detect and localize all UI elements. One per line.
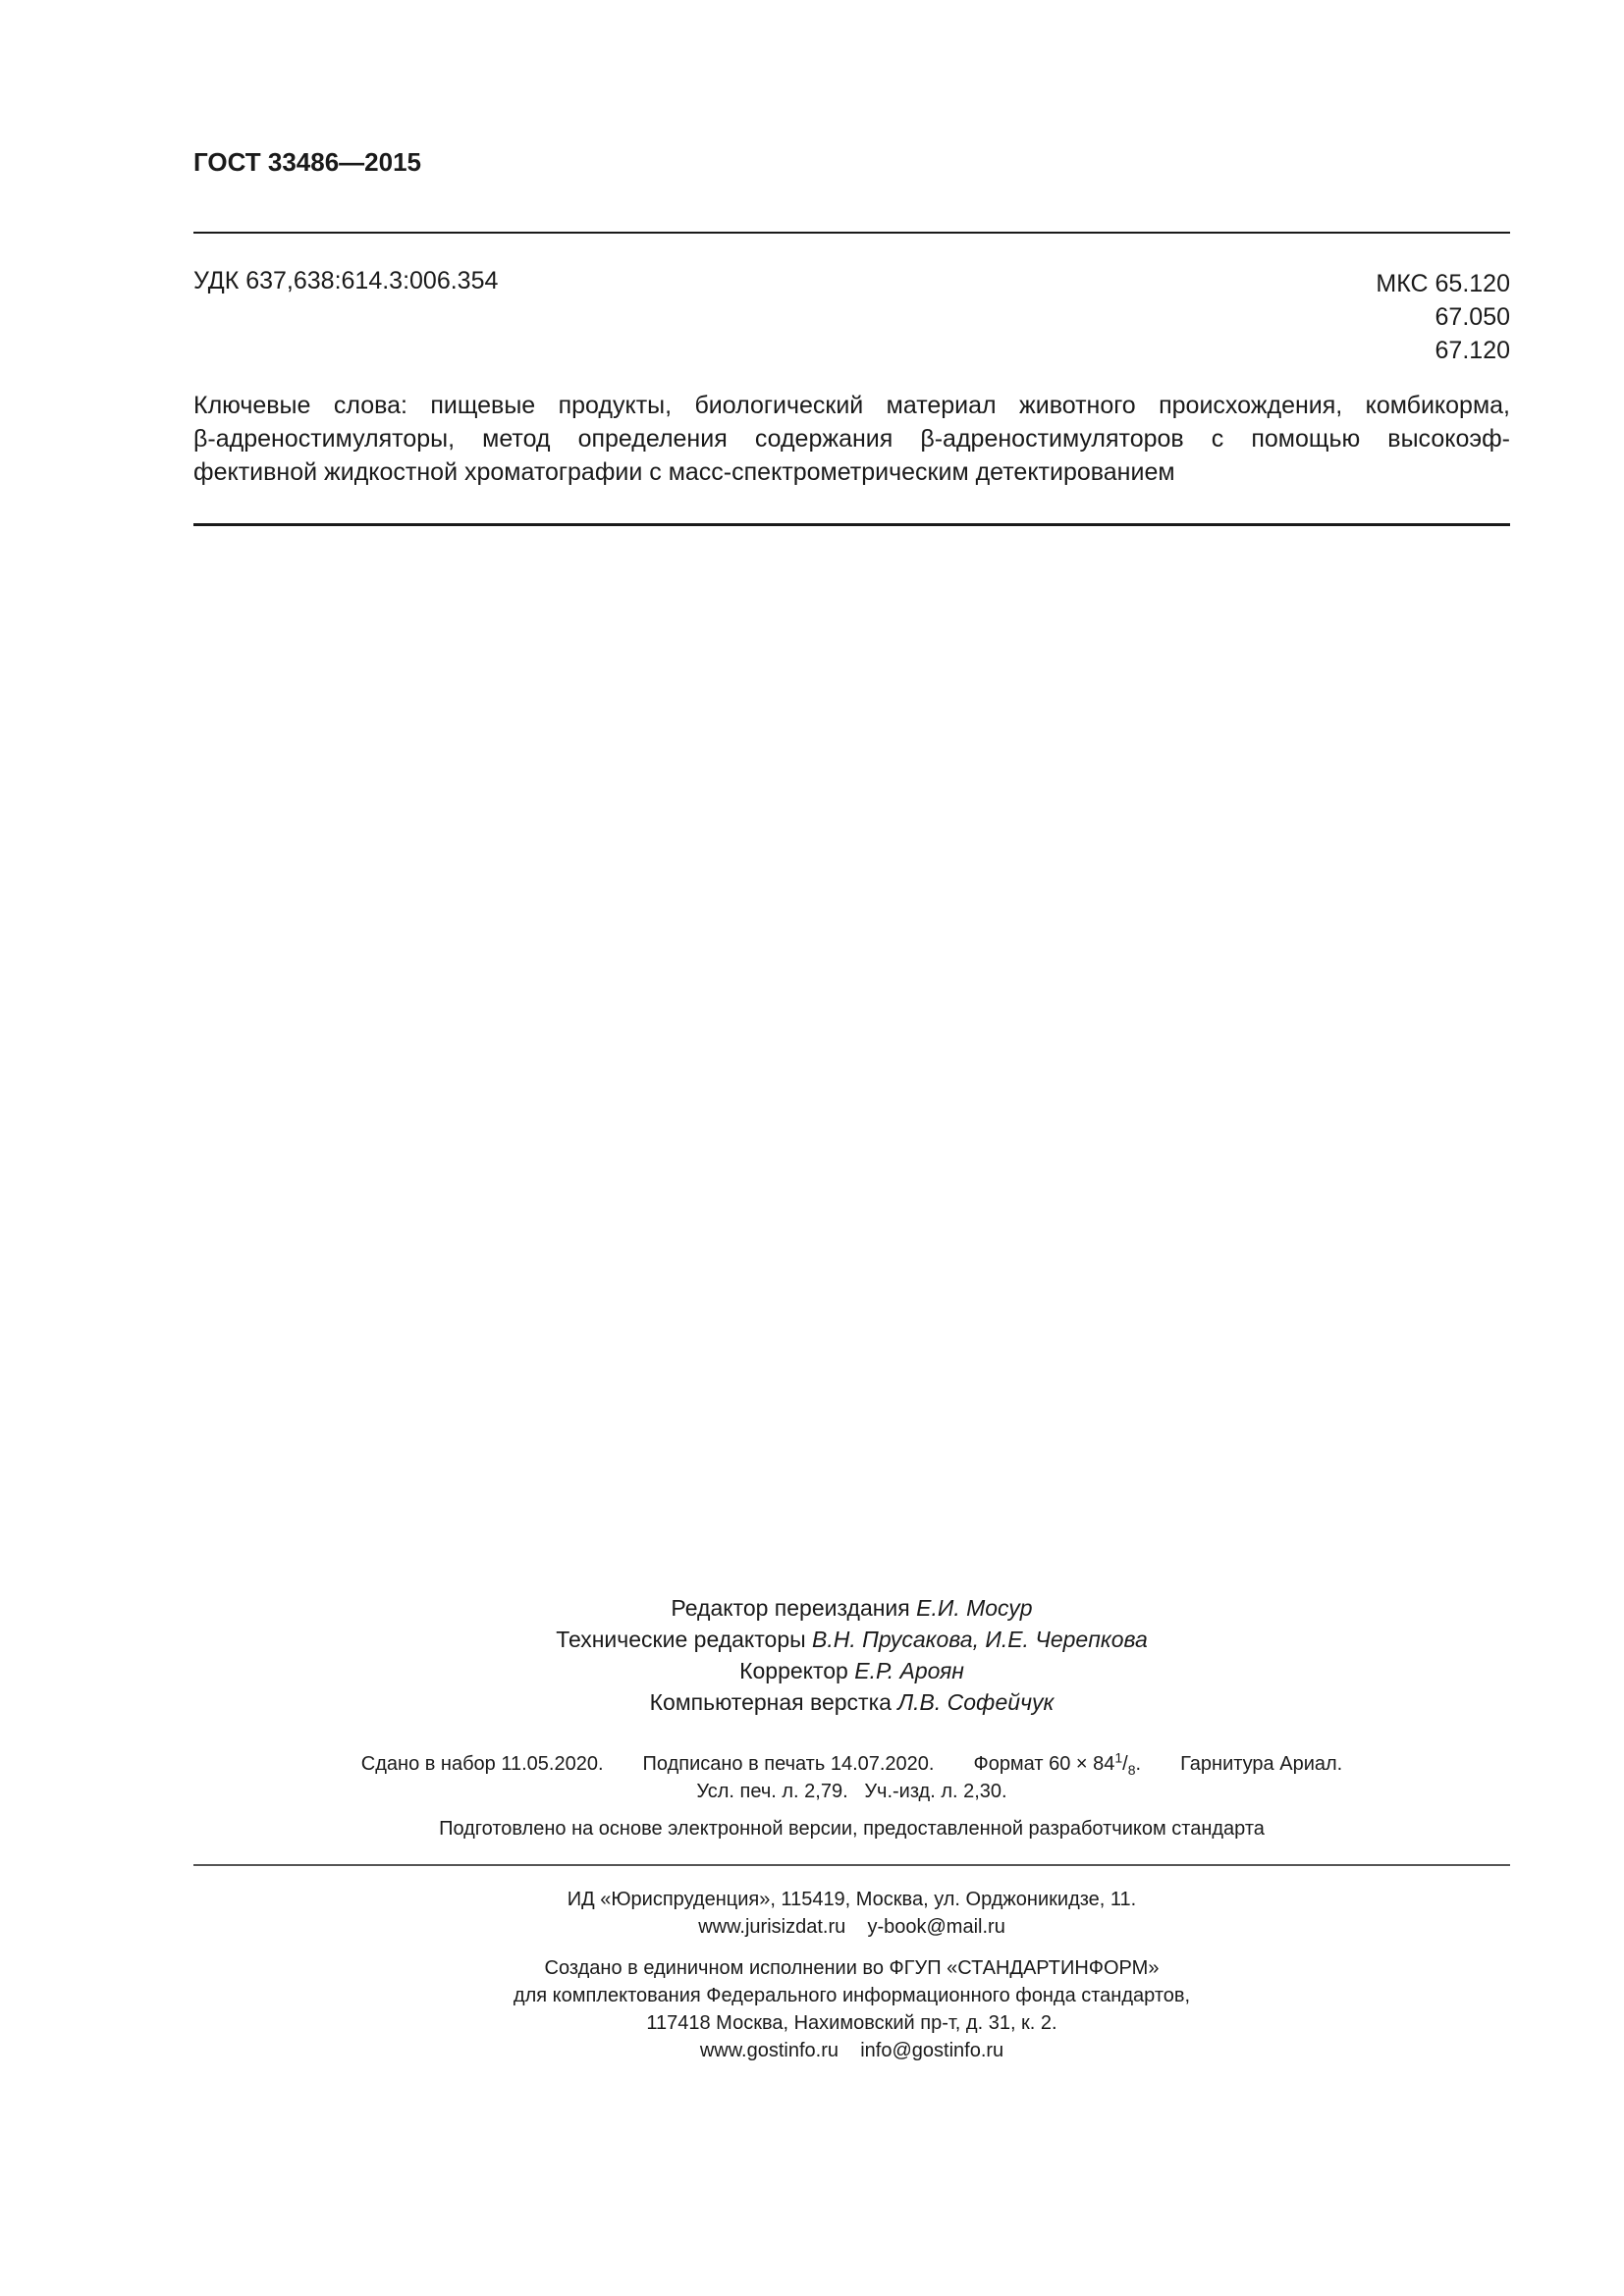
mks-line: 67.050 [1435, 303, 1510, 331]
keywords-rule [193, 523, 1510, 526]
keywords [193, 389, 1510, 489]
tech-editors-line [193, 1624, 1510, 1655]
format: Формат $60 \times 84^1/_8$. [973, 1749, 1142, 1778]
created-line: 117418 Москва, Нахимовский пр-т, д. 31, к. 2. [646, 2012, 1057, 2034]
created-line: Создано в единичном исполнении во ФГУП «СТАНДАРТИНФОРМ» [544, 1957, 1160, 1979]
mks-codes [1376, 267, 1510, 367]
print-sheets: Усл. печ. л. 2,79. [696, 1781, 848, 1802]
editor-label: Редактор переиздания [671, 1595, 910, 1621]
layout-name: Л.В. Софейчук [897, 1689, 1055, 1715]
editor-line [193, 1592, 1510, 1624]
created-line: для комплектования Федерального информационного фонда стандартов, [513, 1985, 1191, 2006]
mks-line: 67.120 [1435, 337, 1510, 364]
pub-sheets: Уч.-изд. л. 2,30. [864, 1781, 1007, 1802]
keywords-line: Ключевые слова: пищевые продукты, биологический материал животного происхождения, комбикорма, [193, 392, 1510, 419]
layout-line [193, 1686, 1510, 1718]
publisher-site: www.jurisizdat.ru [698, 1916, 846, 1938]
corrector-name: Е.Р. Ароян [854, 1658, 964, 1683]
corrector-line [193, 1655, 1510, 1686]
keywords-line: фективной жидкостной хроматографии с масс-спектрометрическим детектированием [193, 458, 1175, 486]
top-rule [193, 232, 1510, 234]
tech-editors-names: В.Н. Прусакова, И.Е. Черепкова [812, 1627, 1148, 1652]
standard-id: ГОСТ 33486—2015 [193, 147, 421, 177]
created-contacts [193, 2037, 1510, 2064]
keywords-line: β-адреностимуляторы, метод определения содержания β-адреностимуляторов с помощью высокоэф- [193, 425, 1510, 453]
imprint-line-1 [193, 1750, 1510, 1778]
publisher [193, 1886, 1510, 1941]
created-info [193, 1954, 1510, 2064]
prepared-note: Подготовлено на основе электронной версии, предоставленной разработчиком стандарта [439, 1818, 1265, 1840]
publisher-address: ИД «Юриспруденция», 115419, Москва, ул. Орджоникидзе, 11. [567, 1889, 1137, 1910]
imprint-line-2 [193, 1778, 1510, 1805]
publisher-contacts [193, 1913, 1510, 1941]
created-site: www.gostinfo.ru [699, 2040, 839, 2061]
tech-editors-label: Технические редакторы [556, 1627, 806, 1652]
editor-name: Е.И. Мосур [916, 1595, 1033, 1621]
publisher-email: y-book@mail.ru [867, 1916, 1005, 1938]
udk-code: УДК 637,638:614.3:006.354 [193, 267, 499, 294]
mks-line: МКС 65.120 [1376, 270, 1510, 297]
typeface: Гарнитура Ариал. [1180, 1753, 1343, 1775]
corrector-label: Корректор [739, 1658, 848, 1683]
created-email: info@gostinfo.ru [860, 2040, 1004, 2061]
submitted-date: Сдано в набор 11.05.2020. [360, 1753, 604, 1775]
bottom-rule [193, 1864, 1510, 1866]
signed-date: Подписано в печать 14.07.2020. [642, 1753, 935, 1775]
staff-credits [193, 1592, 1510, 1718]
imprint [193, 1750, 1510, 1805]
layout-label: Компьютерная верстка [649, 1689, 892, 1715]
